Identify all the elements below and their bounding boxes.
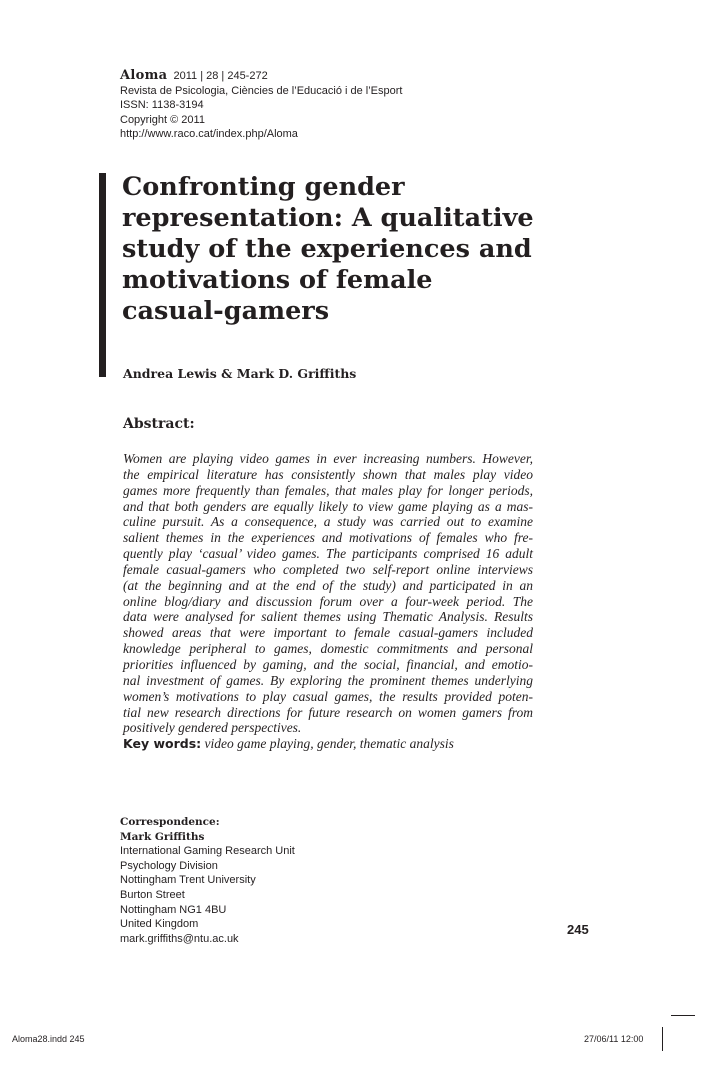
abstract-line: Women are playing video games in ever increasing numbers. However, [123,451,533,466]
abstract-line: (at the beginning and at the end of the study) and participated in an [123,577,533,593]
correspondence-line: International Gaming Research Unit [120,845,295,858]
correspondence-line: Burton Street [120,888,185,901]
journal-copyright: Copyright © 2011 [120,113,205,126]
title-rule [99,173,106,377]
title-line: study of the experiences and [122,234,532,264]
journal-header [120,69,402,142]
journal-name: Aloma [120,68,168,83]
abstract-line: the empirical literature has consistently shown that males play video [123,466,533,482]
title-line: representation: A qualitative [122,203,534,233]
correspondence-name: Mark Griffiths [120,830,205,843]
correspondence-label: Correspondence: [120,816,220,828]
abstract-line: priorities influenced by gaming, and the social, financial, and emotio- [123,656,533,672]
journal-url[interactable]: http://www.raco.cat/index.php/Aloma [120,128,298,140]
abstract-line: tial new research directions for future research on women gamers from [123,704,533,720]
correspondence-line: Psychology Division [120,859,218,872]
abstract-line: nal investment of games. By exploring the prominent themes underlying [123,672,533,688]
title-line: casual-gamers [122,296,330,326]
abstract-line: online blog/diary and discussion forum over a four-week period. The [123,593,533,609]
correspondence-block [120,815,295,946]
title-line: Confronting gender [122,172,405,202]
journal-name-line [120,69,402,84]
journal-citation: 2011 | 28 | 245-272 [173,70,268,82]
abstract-line: data were analysed for salient themes using Thematic Analysis. Results [123,609,533,625]
abstract-body [123,451,533,752]
abstract-line: culine pursuit. As a consequence, a study was carried out to examine [123,514,533,530]
abstract-line: salient themes in the experiences and motivations of females who fre- [123,530,533,546]
keywords [123,736,533,752]
correspondence-line: Nottingham NG1 4BU [120,903,227,916]
article-title [122,172,542,327]
abstract-line: quently play ‘casual’ video games. The participants comprised 16 adult [123,546,533,562]
journal-subtitle: Revista de Psicologia, Ciències de l’Educació i de l’Esport [120,84,403,97]
abstract-line: female casual-gamers who completed two self-report online interviews [123,561,533,577]
authors: Andrea Lewis & Mark D. Griffiths [123,366,357,381]
page-number: 245 [567,922,589,937]
abstract-line: knowledge peripheral to games, domestic commitments and personal [123,641,533,657]
abstract-line: showed areas that were important to female casual-gamers included [123,625,533,641]
crop-mark [671,1015,695,1016]
slug-file: Aloma28.indd 245 [12,1034,85,1044]
correspondence-email[interactable]: mark.griffiths@ntu.ac.uk [120,932,239,945]
abstract-line: and that both genders are equally likely to view game playing as a mas- [123,498,533,514]
keywords-label: Key words: [123,736,202,752]
abstract-line: positively gendered perspectives. [123,720,302,736]
abstract-line: games more frequently than females, that males play for longer periods, [123,482,533,498]
correspondence-line: Nottingham Trent University [120,874,256,887]
title-line: motivations of female [122,265,433,295]
crop-mark [662,1027,663,1051]
abstract-heading: Abstract: [123,416,195,432]
journal-issn: ISSN: 1138-3194 [120,99,204,111]
keywords-text: video game playing, gender, thematic analysis [204,736,454,752]
slug-datetime: 27/06/11 12:00 [584,1034,644,1044]
correspondence-line: United Kingdom [120,918,199,931]
abstract-line: women’s motivations to play casual games, the results provided poten- [123,688,533,704]
